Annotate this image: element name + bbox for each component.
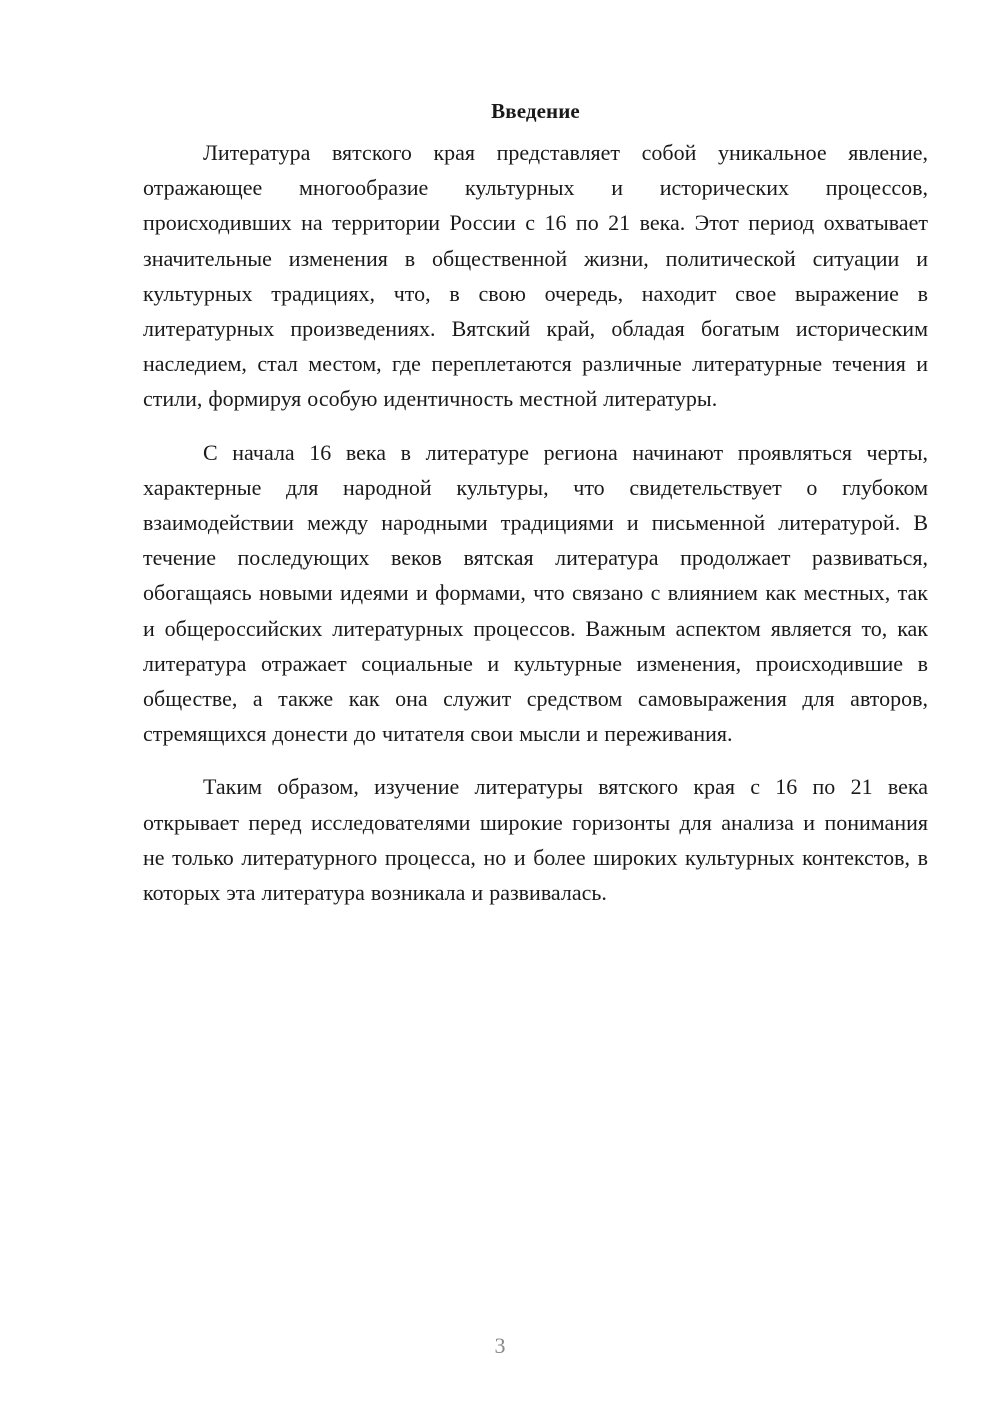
page-content: [143, 96, 928, 910]
paragraph-3: Таким образом, изучение литературы вятского края с 16 по 21 века открывает перед исследователями широкие горизонты для анализа и понимания не только литературного процесса, но и более широких культурных контекстов, в которых эта литература возникала и развивалась.: [143, 774, 928, 906]
paragraph-1: Литература вятского края представляет собой уникальное явление, отражающее многообразие культурных и исторических процессов, происходивших на территории России с 16 по 21 века. Этот период охватывает значительные изменения в общественной жизни, политической ситуации и культурных традициях, что, в свою очередь, находит свое выражение в литературных произведениях. Вятский край, обладая богатым историческим наследием, стал местом, где переплетаются различные литературные течения и стили, формируя особую идентичность местной литературы.: [143, 140, 928, 412]
paragraph-2: С начала 16 века в литературе региона начинают проявляться черты, характерные для народной культуры, что свидетельствует о глубоком взаимодействии между народными традициями и письменной литературой. В течение последующих веков вятская литература продолжает развиваться, обогащаясь новыми идеями и формами, что связано с влиянием как местных, так и общероссийских литературных процессов. Важным аспектом является то, как литература отражает социальные и культурные изменения, происходившие в обществе, а также как она служит средством самовыражения для авторов, стремящихся донести до читателя свои мысли и переживания.: [143, 439, 928, 747]
page-number: 3: [494, 1333, 506, 1358]
section-heading: Введение: [491, 99, 580, 123]
